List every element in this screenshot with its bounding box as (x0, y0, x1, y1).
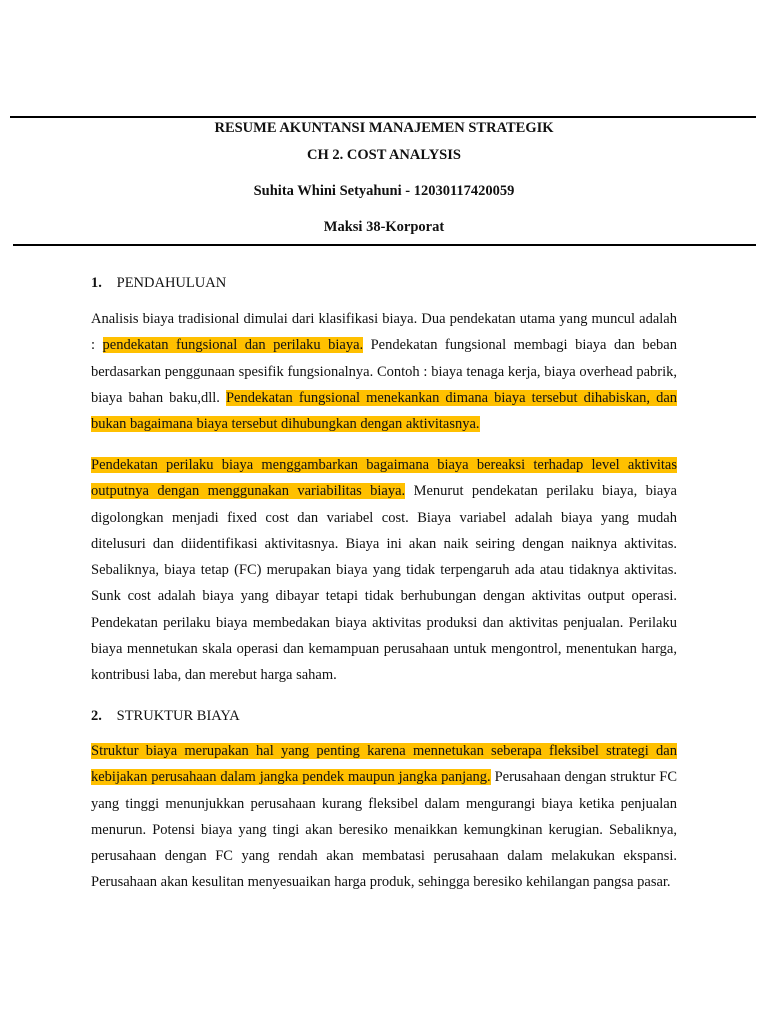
paragraph-pendahuluan-1 (91, 306, 677, 437)
class-line: Maksi 38-Korporat (323, 219, 445, 235)
text-run: Analisis biaya tradisional dimulai dari klasifikasi biaya. Dua pendekatan utama yang muncul adalah : (91, 311, 677, 354)
section-title: STRUKTUR BIAYA (116, 708, 240, 724)
section-number: 2. (91, 708, 102, 724)
text-run: Perusahaan dengan struktur FC yang tinggi menunjukkan perusahaan kurang fleksibel dalam mengurangi biaya ketika penjualan menurun. Potensi biaya yang tingi akan beresiko menaikkan kemungkinan kerugian. Sebaliknya, perusahaan dengan FC yang rendah akan membatasi perusahaan dalam melakukan ekspansi. Perusahaan akan kesulitan menyesuaikan harga produk, sehingga beresiko kehilangan pangsa pasar. (91, 769, 678, 891)
highlighted-text: Pendekatan fungsional menekankan dimana biaya tersebut dihabiskan, dan bukan bagaimana biaya tersebut dihubungkan dengan aktivitasnya. (91, 389, 678, 433)
paragraph-pendahuluan-2 (91, 452, 677, 689)
section-number: 1. (91, 275, 102, 291)
text-run: Menurut pendekatan perilaku biaya, biaya digolongkan menjadi fixed cost dan variabel cost. Biaya variabel adalah biaya yang mudah ditelusuri dan diidentifikasi aktivitasnya. Biaya ini akan naik seiring dengan naiknya aktivitas. Sebaliknya, biaya tetap (FC) merupakan biaya yang tidak terpengaruh ada atau tidaknya aktivitas. Sunk cost adalah biaya yang dibayar tetapi tidak berhubungan dengan aktivitas output operasi. Pendekatan perilaku biaya membedakan biaya aktivitas produksi dan aktivitas penjualan. Perilaku biaya mennetukan skala operasi dan kemampuan perusahaan untuk mengontrol, menentukan harga, kontribusi laba, dan merebut harga saham. (91, 483, 677, 684)
header-bottom-rule (13, 244, 756, 246)
highlighted-text: pendekatan fungsional dan perilaku biaya. (102, 337, 364, 354)
paragraph-struktur-biaya-1 (91, 738, 677, 896)
top-rule (10, 116, 756, 118)
section-heading-pendahuluan (91, 275, 226, 292)
author-line: Suhita Whini Setyahuni - 12030117420059 (253, 183, 515, 199)
text-run: Pendekatan fungsional membagi biaya dan beban berdasarkan penggunaan spesifik fungsionalnya. Contoh : biaya tenaga kerja, biaya overhead pabrik, biaya bahan baku,dll. (91, 337, 677, 406)
document-title: RESUME AKUNTANSI MANAJEMEN STRATEGIK (214, 120, 554, 136)
highlighted-text: Struktur biaya merupakan hal yang penting karena mennetukan seberapa fleksibel strategi dan kebijakan perusahaan dalam jangka pendek maupun jangka panjang. (91, 743, 677, 786)
highlighted-text: Pendekatan perilaku biaya menggambarkan bagaimana biaya bereaksi terhadap level aktivitas outputnya dengan menggunakan variabilitas biaya. (91, 457, 677, 500)
chapter-title: CH 2. COST ANALYSIS (307, 147, 461, 163)
section-heading-struktur-biaya (91, 708, 240, 725)
section-title: PENDAHULUAN (116, 275, 227, 291)
